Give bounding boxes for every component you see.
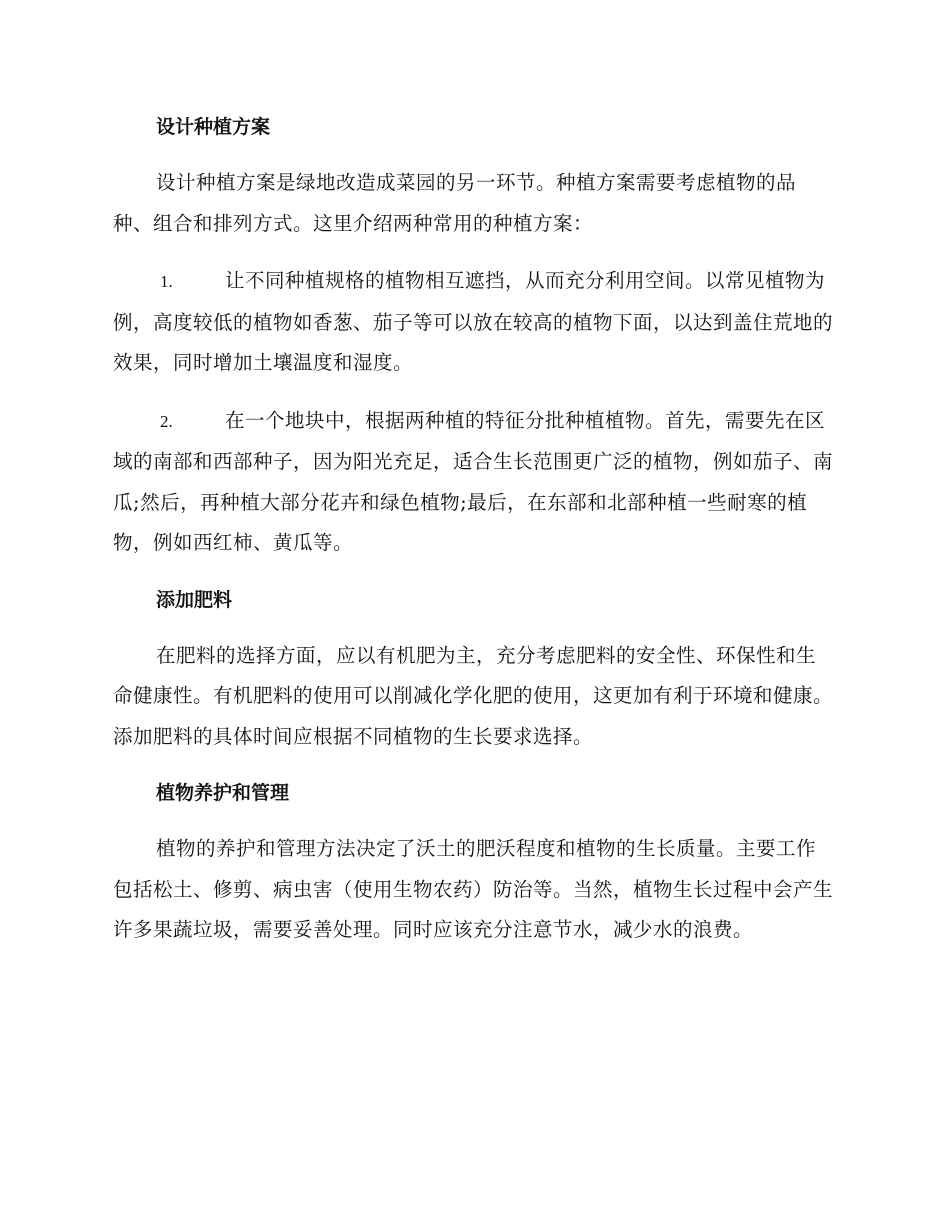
list-item-text: 让不同种植规格的植物相互遮挡，从而充分利用空间。以常见植物为例，高度较低的植物如香葱、茄子等可以放在较高的植物下面，以达到盖住荒地的效果，同时增加土壤温度和湿度。: [113, 269, 834, 374]
list-item-number: 1.: [160, 272, 173, 291]
document-page: [113, 108, 835, 968]
section-paragraph: 植物的养护和管理方法决定了沃土的肥沃程度和植物的生长质量。主要工作包括松土、修剪、病虫害（使用生物农药）防治等。当然，植物生长过程中会产生许多果蔬垃圾，需要妥善处理。同时应该充分注意节水，减少水的浪费。: [113, 837, 834, 941]
list-item: [113, 401, 835, 564]
section-heading: 植物养护和管理: [156, 782, 290, 804]
section-fertilizer: [113, 581, 835, 758]
list-item-text: 在一个地块中，根据两种植的特征分批种植植物。首先，需要先在区域的南部和西部种子，因为阳光充足，适合生长范围更广泛的植物，例如茄子、南瓜;然后，再种植大部分花卉和绿色植物;最后，在东部和北部种植一些耐寒的植物，例如西红柿、黄瓜等。: [113, 408, 834, 554]
section-paragraph: 设计种植方案是绿地改造成菜园的另一环节。种植方案需要考虑植物的品种、组合和排列方式。这里介绍两种常用的种植方案：: [113, 171, 797, 235]
section-heading: 添加肥料: [156, 588, 233, 611]
section-paragraph: 在肥料的选择方面，应以有机肥为主，充分考虑肥料的安全性、环保性和生命健康性。有机肥料的使用可以削减化学化肥的使用，这更加有利于环境和健康。添加肥料的具体时间应根据不同植物的生长要求选择。: [113, 643, 834, 748]
list-item-number: 2.: [160, 411, 173, 431]
section-planting-plan: [113, 108, 835, 564]
section-plant-care: [113, 774, 835, 951]
list-item: [113, 261, 835, 384]
section-heading: 设计种植方案: [156, 116, 271, 138]
